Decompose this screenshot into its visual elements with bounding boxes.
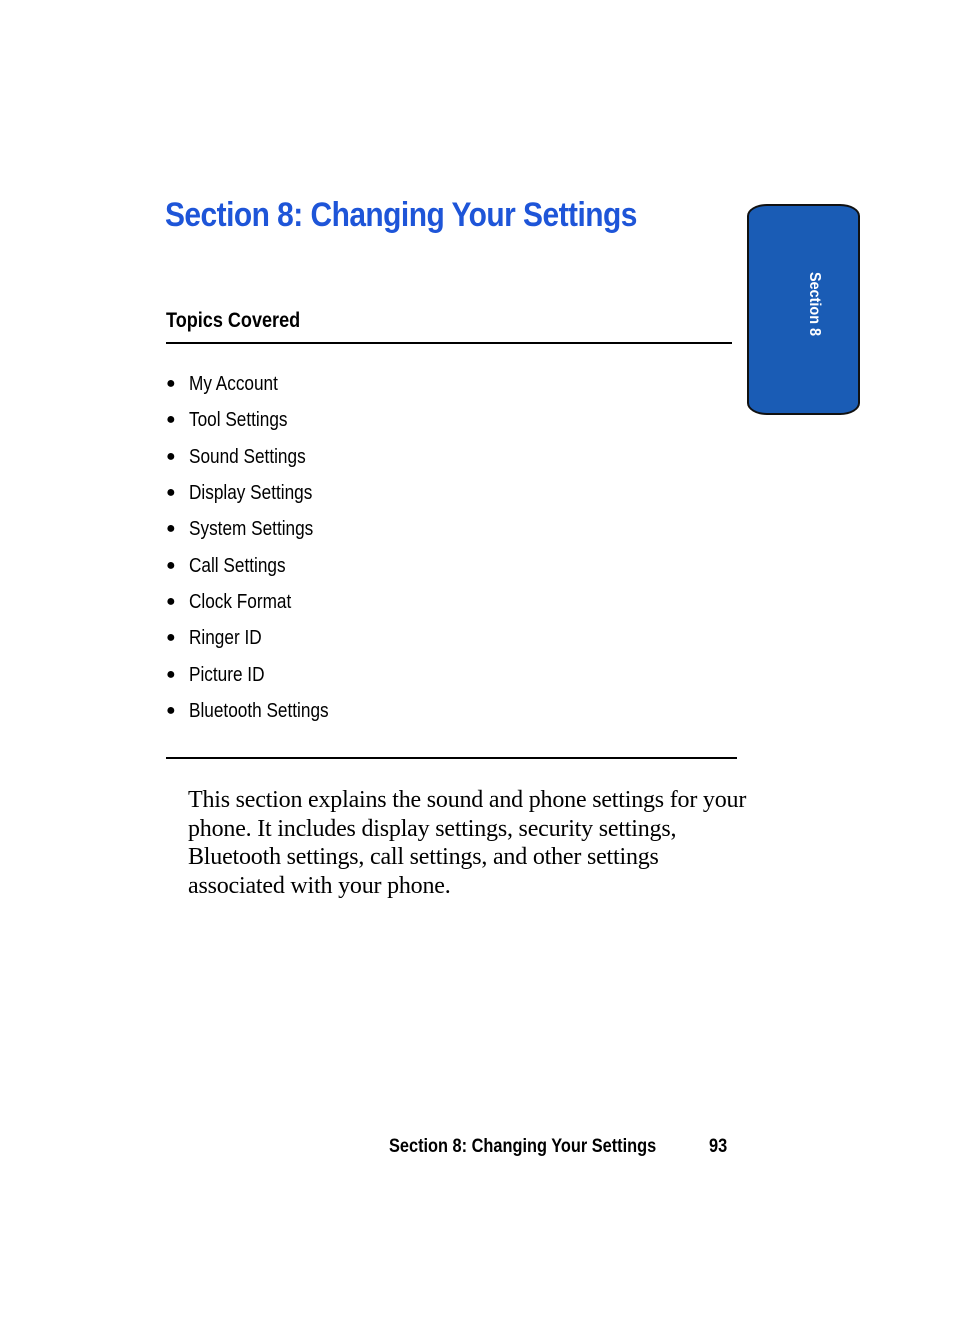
list-item: ● Picture ID bbox=[166, 656, 351, 692]
list-item: ● My Account bbox=[166, 366, 351, 402]
list-item: ● Clock Format bbox=[166, 584, 351, 620]
topics-bottom-divider bbox=[166, 757, 737, 759]
bullet-icon: ● bbox=[166, 701, 176, 719]
list-item: ● Display Settings bbox=[166, 475, 351, 511]
bullet-icon: ● bbox=[166, 592, 176, 610]
topics-heading: Topics Covered bbox=[166, 309, 301, 332]
bullet-icon: ● bbox=[166, 556, 176, 574]
bullet-icon: ● bbox=[166, 629, 176, 647]
footer-page-number: 93 bbox=[709, 1136, 728, 1157]
section-tab-label: Section 8 bbox=[806, 272, 823, 337]
section-tab bbox=[747, 204, 860, 415]
footer-section-title: Section 8: Changing Your Settings bbox=[389, 1136, 657, 1157]
topics-top-divider bbox=[166, 342, 732, 344]
list-item: ● System Settings bbox=[166, 511, 351, 547]
intro-paragraph: This section explains the sound and phone settings for your phone. It includes display settings, security settings, Bluetooth settings, call settings, and other settings associated with your phone. bbox=[188, 787, 747, 900]
bullet-icon: ● bbox=[166, 447, 176, 465]
page-title: Section 8: Changing Your Settings bbox=[165, 196, 637, 234]
bullet-icon: ● bbox=[166, 665, 176, 683]
list-item: ● Call Settings bbox=[166, 547, 351, 583]
list-item: ● Ringer ID bbox=[166, 620, 351, 656]
list-item: ● Tool Settings bbox=[166, 402, 351, 438]
bullet-icon: ● bbox=[166, 520, 176, 538]
bullet-icon: ● bbox=[166, 484, 176, 502]
bullet-icon: ● bbox=[166, 375, 176, 393]
list-item: ● Bluetooth Settings bbox=[166, 693, 351, 729]
list-item: ● Sound Settings bbox=[166, 439, 351, 475]
topics-list bbox=[166, 366, 351, 729]
bullet-icon: ● bbox=[166, 411, 176, 429]
